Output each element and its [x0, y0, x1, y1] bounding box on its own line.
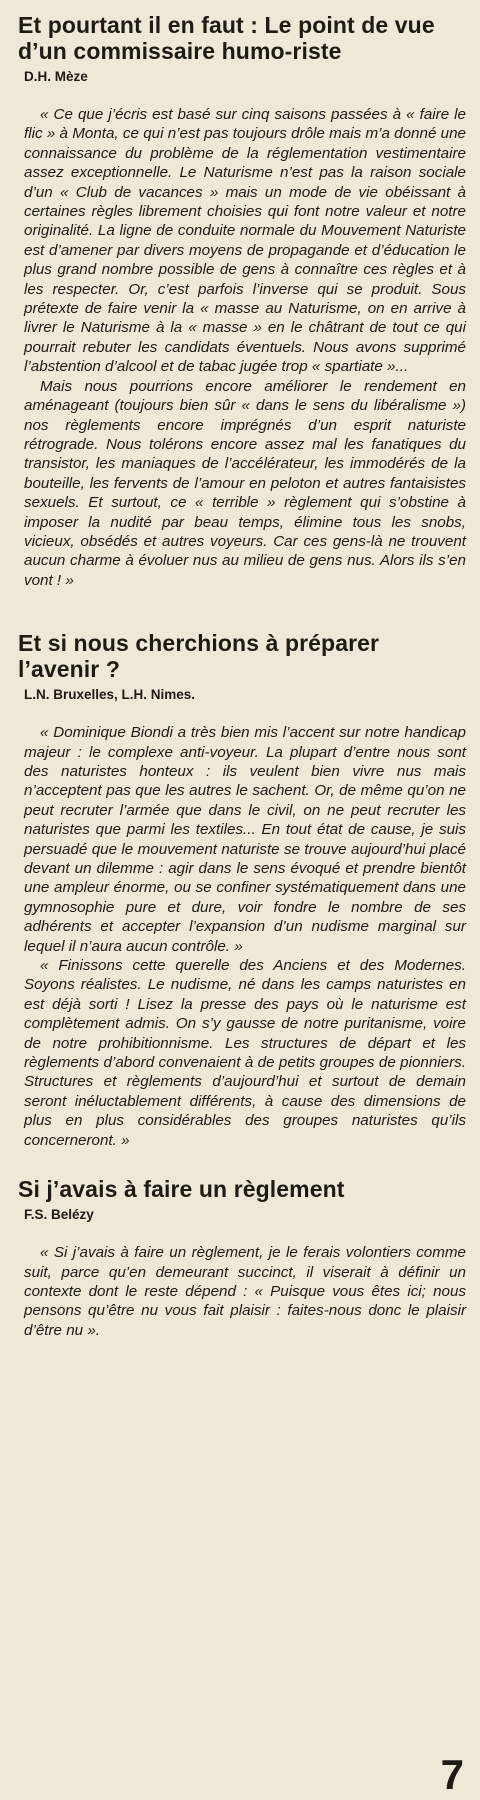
article-paragraph: « Finissons cette querelle des Anciens et des Modernes. Soyons réalistes. Le nudisme, né dans les camps naturistes en est déjà sorti ! Lisez la presse des pays où le naturisme est complètement admis. On s’y gausse de notre puritanisme, voire de notre prohibitionnisme. Les structures de départ et les règlements d’abord convenaient à de petits groupes de pionniers. Structures et règlements d’aujourd’hui et surtout de demain seront inéluctablement différents, à cause des dimensions de plus en plus considérables des groupes naturistes qu’ils concerneront. »	[24, 957, 466, 1149]
article-title: Et si nous cherchions à préparer l’avenir ?	[18, 630, 380, 683]
article-paragraph: Mais nous pourrions encore améliorer le rendement en aménageant (toujours bien sûr « dans le sens du libéralisme ») nos règlements encore imprégnés d’un esprit naturiste rétrograde. Nous tolérons encore assez mal les fanatiques du transistor, les maniaques de l’accélérateur, les immodérés de la bouteille, les fervents de l’amour en peloton et autres fantaisistes sexuels. Et surtout, ce « terrible » règlement qui s’obstine à imposer la nudité par beau temps, élimine tous les snobs, vicieux, obsédés et autres voyeurs. Car ces gens-là ne trouvent aucun charme à évoluer nus au milieu de gens nus. Alors ils s’en vont ! »	[24, 377, 466, 589]
article-commissaire	[18, 12, 466, 590]
article-author: L.N. Bruxelles, L.H. Nimes.	[24, 687, 196, 703]
page-number: 7	[440, 1751, 464, 1798]
article-paragraph: « Si j’avais à faire un règlement, je le ferais volontiers comme suit, parce qu’en demeurant succinct, il viserait à définir un contexte dont le reste dépend : « Puisque vous êtes ici; nous pensons qu’être nu vous fait plaisir : faites-nous donc le plaisir d’être nu ».	[24, 1244, 466, 1339]
article-avenir	[18, 630, 466, 1150]
article-author: D.H. Mèze	[24, 69, 88, 84]
article-title: Et pourtant il en faut : Le point de vue d’un commissaire humo-riste	[18, 12, 435, 64]
article-body	[18, 1243, 466, 1340]
article-paragraph: « Ce que j’écris est basé sur cinq saisons passées à « faire le flic » à Monta, ce qui n’est pas toujours drôle mais m’a donné une connaissance du problème de la réglementation vestimentaire assez exceptionnelle. Le Naturisme n’est pas la raison sociale d’un « Club de vacances » mais un mode de vie obéissant à certaines règles librement choisies qui font notre valeur et notre originalité. La ligne de conduite normale du Mouvement Naturiste est d’amener par divers moyens de propagande et d’éducation le plus grand nombre possible de gens à connaître ces règles et à les respecter. Or, c’est parfois l’inverse qui se produit. Sous prétexte de faire venir la « masse au Naturisme, on en arrive à livrer le Naturisme à la « masse » en le châtrant de tout ce qui pourrait rebuter les candidats éventuels. Nous avons supprimé l’abstention d’alcool et de tabac jugée trop « spartiate »...	[24, 106, 466, 376]
article-body	[18, 723, 466, 1150]
article-body	[18, 105, 466, 590]
article-reglement	[18, 1176, 466, 1340]
article-author: F.S. Belézy	[24, 1207, 94, 1223]
article-title: Si j’avais à faire un règlement	[18, 1176, 345, 1203]
article-paragraph: « Dominique Biondi a très bien mis l’accent sur notre handicap majeur : le complexe anti-voyeur. La plupart d’entre nous sont des naturistes honteux : ils veulent bien vivre nus mais n’acceptent pas que les autres le sachent. Or, de même qu’on ne peut recruter l’armée que dans le civil, on ne peut recruter les naturistes que parmi les textiles... En tout état de cause, je suis persuadé que le mouvement naturiste se trouve aujourd’hui placé devant un dilemme : agir dans le sens évoqué et prendre bientôt une ampleur énorme, ou se confiner systématiquement dans une gymnosophie pure et dure, voir fondre le nombre de ses adhérents et accepter l’expansion d’un nudisme marginal sur lequel il n’aura aucun contrôle. »	[24, 724, 466, 955]
